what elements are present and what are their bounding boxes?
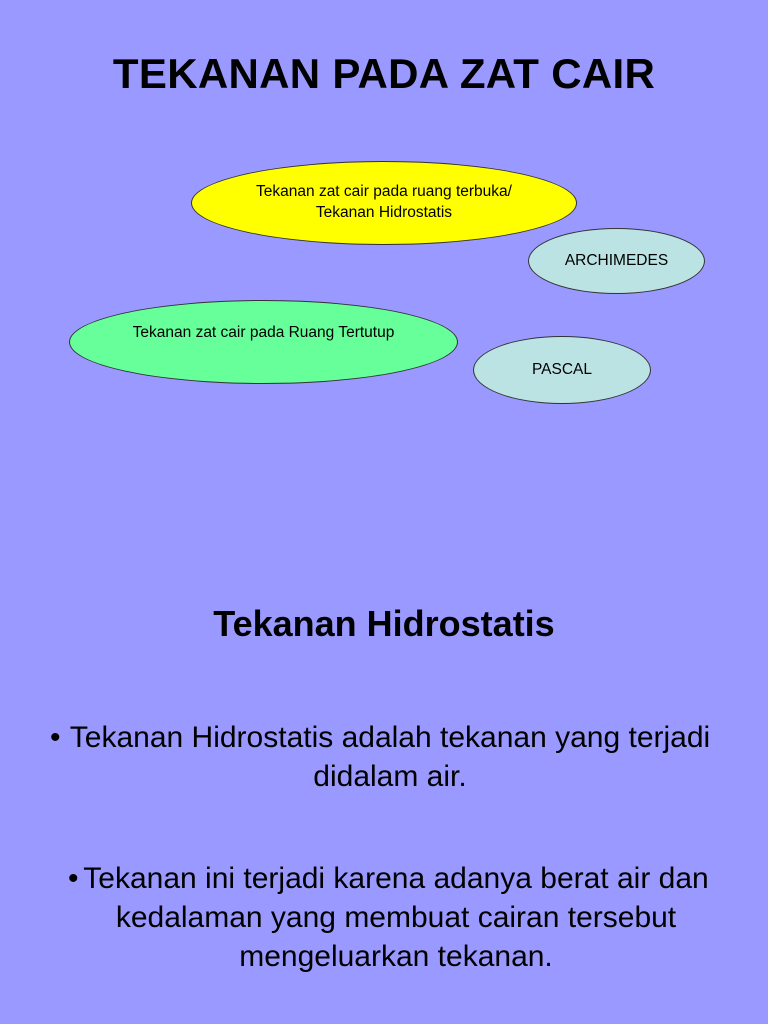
section-heading: Tekanan Hidrostatis <box>213 603 555 644</box>
slide-title: TEKANAN PADA ZAT CAIR <box>112 50 656 97</box>
bullet-item-2 <box>68 859 724 976</box>
bullet-dot-icon: • <box>50 721 61 754</box>
bullet-text-2: Tekanan ini terjadi karena adanya berat air dan kedalaman yang membuat cairan tersebut mengeluarkan tekanan. <box>83 862 709 973</box>
closed-space-pressure-label: Tekanan zat cair pada Ruang Tertutup <box>132 323 395 341</box>
open-space-pressure-line-1: Tekanan zat cair pada ruang terbuka/ <box>256 183 512 201</box>
archimedes-label: ARCHIMEDES <box>564 251 669 269</box>
bullet-dot-icon: • <box>68 862 79 895</box>
archimedes-ellipse <box>528 228 705 294</box>
pascal-ellipse <box>473 336 651 404</box>
open-space-pressure-line-2: Tekanan Hidrostatis <box>315 204 453 221</box>
pascal-label: PASCAL <box>531 360 593 378</box>
open-space-pressure-ellipse <box>191 161 577 245</box>
bullet-item-1 <box>50 718 730 796</box>
bullet-text-1: Tekanan Hidrostatis adalah tekanan yang terjadi didalam air. <box>69 721 711 793</box>
closed-space-pressure-ellipse <box>69 300 458 384</box>
